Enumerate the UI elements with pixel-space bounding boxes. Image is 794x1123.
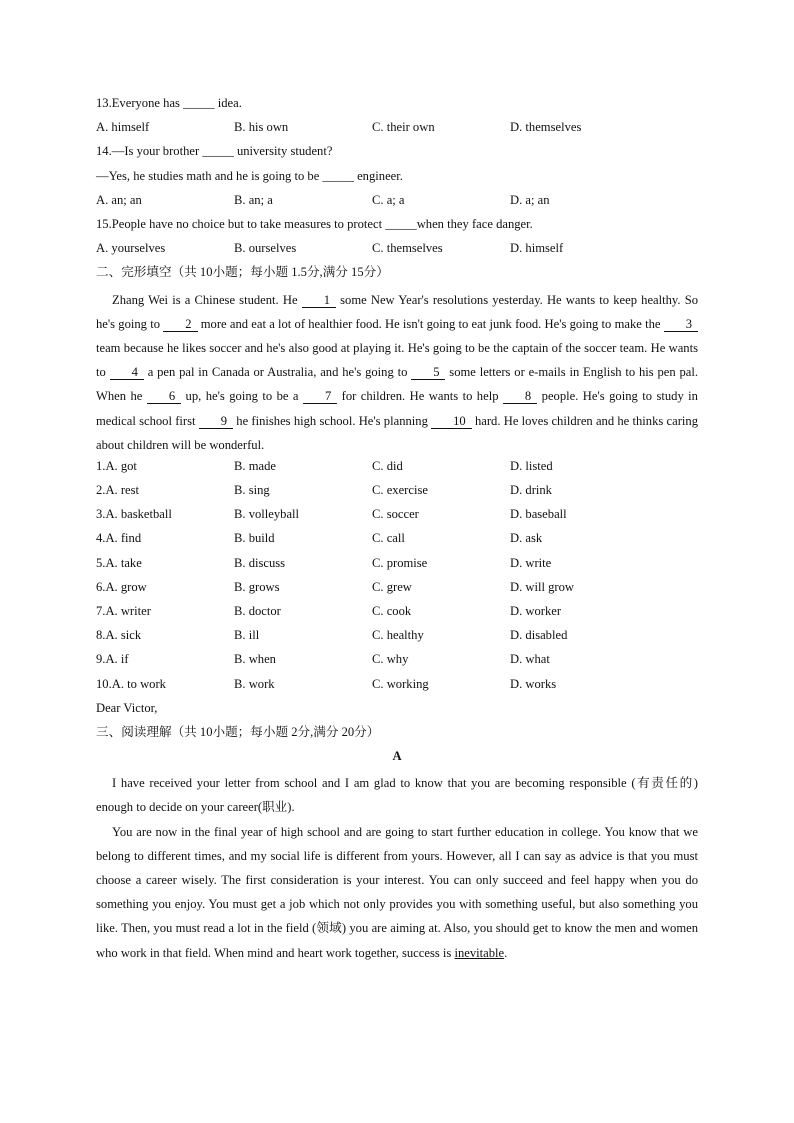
question-15-stem [96, 215, 698, 239]
option-b: B. build [234, 531, 275, 546]
passage-text: a pen pal in Canada or Australia, and he's going to [143, 365, 412, 380]
option-a: 8.A. sick [96, 628, 142, 643]
option-c: C. promise [372, 555, 428, 570]
option-b: B. discuss [234, 555, 286, 570]
option-a: 9.A. if [96, 652, 129, 667]
question-text: idea. [214, 96, 242, 110]
question-text: 14.—Is your brother [96, 144, 203, 159]
reading-paragraph-2 [96, 820, 698, 965]
cloze-blank-2: 2 [163, 317, 197, 332]
option-c: C. soccer [372, 507, 419, 522]
question-text: engineer. [353, 168, 403, 183]
letter-greeting: Dear Victor, [96, 700, 158, 715]
option-a: 2.A. rest [96, 483, 140, 498]
option-a: 5.A. take [96, 555, 142, 570]
cloze-blank-7: 7 [303, 389, 337, 404]
option-d: D. himself [510, 241, 564, 256]
option-a: 1.A. got [96, 458, 137, 473]
passage-text: team because he likes soccer and he's also good at playing it. He's going to be the captain of the soccer team. He wants to [96, 340, 698, 380]
option-c: C. a; a [372, 192, 405, 207]
question-text: 15.People have no choice but to take measures to protect [96, 216, 386, 231]
cloze-blank-6: 6 [147, 389, 181, 404]
cloze-blank-4: 4 [110, 365, 144, 380]
option-d: D. will grow [510, 579, 575, 594]
cloze-blank-9: 9 [199, 414, 233, 429]
cloze-blank-3: 3 [664, 317, 698, 332]
option-b: B. sing [234, 483, 270, 498]
option-c: C. exercise [372, 483, 428, 498]
cloze-question-6 [96, 578, 698, 602]
option-d: D. what [510, 652, 550, 667]
question-14-options [96, 191, 698, 215]
question-text: when they face danger. [416, 216, 533, 231]
passage-text: some New Year's resolutions yesterday. He wants to keep healthy. So he's going to [96, 292, 699, 331]
cloze-blank-1: 1 [302, 293, 336, 308]
option-a: A. himself [96, 120, 150, 135]
cloze-passage [96, 288, 698, 457]
underlined-word: inevitable [454, 945, 505, 960]
question-14-reply [96, 167, 698, 191]
option-c: C. healthy [372, 628, 424, 643]
answer-blank: _____ [202, 144, 234, 159]
option-b: B. ill [234, 628, 260, 643]
passage-text: people. He's going to study in medical school first [96, 389, 698, 428]
option-b: B. volleyball [234, 507, 300, 522]
option-a: 3.A. basketball [96, 507, 172, 522]
option-d: D. works [510, 676, 557, 691]
cloze-question-8 [96, 626, 698, 650]
question-text: 13.Everyone has [96, 96, 184, 110]
passage-a-title: A [392, 749, 402, 764]
option-d: D. drink [510, 483, 552, 498]
option-b: B. his own [234, 120, 289, 135]
option-c: C. their own [372, 120, 435, 135]
option-d: D. ask [510, 531, 543, 546]
option-d: D. baseball [510, 507, 567, 522]
cloze-question-9 [96, 650, 698, 674]
passage-text: hard. He loves children and he thinks caring about children will be wonderful. [96, 413, 698, 452]
passage-text: some letters or e-mails in English to his pen pal. When he [96, 365, 698, 404]
section-2-heading: 二、完形填空（共 10小题；每小题 1.5分,满分 15分） [96, 265, 389, 280]
cloze-blank-5: 5 [411, 365, 445, 380]
cloze-question-3 [96, 505, 698, 529]
option-a: A. an; an [96, 192, 142, 207]
option-b: B. an; a [234, 192, 273, 207]
exam-page [96, 94, 698, 965]
cloze-blank-10: 10 [431, 414, 472, 429]
option-b: B. grows [234, 579, 280, 594]
cloze-question-1 [96, 457, 698, 481]
question-15-options [96, 239, 698, 263]
question-13-stem [96, 94, 698, 118]
cloze-question-7 [96, 602, 698, 626]
question-14-stem [96, 142, 698, 166]
option-c: C. grew [372, 579, 412, 594]
option-c: C. why [372, 652, 409, 667]
option-b: B. work [234, 676, 275, 691]
option-a: 7.A. writer [96, 604, 151, 619]
option-c: C. working [372, 676, 429, 691]
option-a: 4.A. find [96, 531, 142, 546]
option-b: B. made [234, 458, 276, 473]
option-c: C. themselves [372, 241, 443, 256]
option-a: A. yourselves [96, 241, 166, 256]
cloze-blank-8: 8 [503, 389, 537, 404]
option-c: C. cook [372, 604, 412, 619]
option-a: 6.A. grow [96, 579, 147, 594]
cloze-question-5 [96, 554, 698, 578]
section-3-heading: 三、阅读理解（共 10小题；每小题 2分,满分 20分） [96, 724, 380, 739]
question-text: university student? [233, 144, 333, 159]
option-d: D. a; an [510, 192, 550, 207]
passage-text: he finishes high school. He's planning [233, 413, 432, 428]
option-c: C. call [372, 531, 405, 546]
answer-blank: _____ [183, 96, 215, 110]
passage-text: Zhang Wei is a Chinese student. He [112, 292, 302, 307]
option-d: D. disabled [510, 628, 568, 643]
cloze-question-10 [96, 675, 698, 699]
question-13-options [96, 118, 698, 142]
option-d: D. write [510, 555, 552, 570]
paragraph-text: . [504, 945, 508, 960]
cloze-question-4 [96, 529, 698, 553]
cloze-question-2 [96, 481, 698, 505]
paragraph-text: You are now in the final year of high school and are going to start further education in college. You know that we belong to different times, and my social life is different from yours. However, all I can say as advice is that you must choose a career wisely. The first consideration is your interest. You can only succeed and feel happy when you do something you enjoy. You must get a job which not only provides you with something useful, but also something you like. Then, you must read a lot in the field (领域) you are aiming at. Also, you should get to know the men and women who work in that field. When mind and heart work together, success is [96, 824, 698, 960]
option-a: 10.A. to work [96, 676, 166, 691]
reading-paragraph-1: I have received your letter from school and I am glad to know that you are becoming responsible (有责任的) enough to decide on your career(职业). [96, 776, 698, 815]
option-c: C. did [372, 458, 403, 473]
question-text: —Yes, he studies math and he is going to be [96, 168, 323, 183]
passage-text: for children. He wants to help [337, 389, 503, 404]
passage-text: up, he's going to be a [181, 389, 303, 404]
option-b: B. when [234, 652, 276, 667]
passage-text: more and eat a lot of healthier food. He isn't going to eat junk food. He's going to make the [197, 316, 664, 331]
answer-blank: _____ [385, 216, 417, 231]
option-b: B. doctor [234, 604, 281, 619]
option-d: D. listed [510, 458, 553, 473]
option-d: D. themselves [510, 120, 582, 135]
option-d: D. worker [510, 604, 562, 619]
option-b: B. ourselves [234, 241, 297, 256]
answer-blank: _____ [322, 168, 354, 183]
